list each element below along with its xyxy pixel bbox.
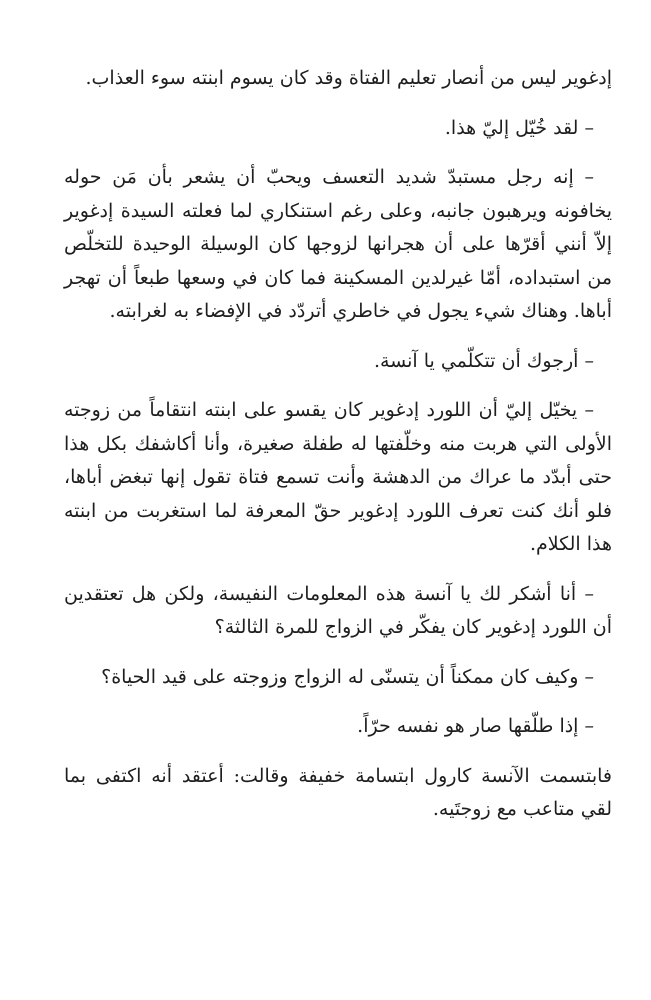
- paragraph-5: – يخيّل إليّ أن اللورد إدغوير كان يقسو على ابنته انتقاماً من زوجته الأولى التي هربت منه وخلّفتها له طفلة صغيرة، وأنا أكاشفك بكل هذا حتى أبدّد ما عراك من الدهشة وأنت تسمع فتاة تقول إنها تبغض أباها، فلو أنك كنت تعرف اللورد إدغوير حقّ المعرفة لما استغربت من ابنته هذا الكلام.: [64, 399, 612, 555]
- paragraph-7: – وكيف كان ممكناً أن يتسنّى له الزواج وزوجته على قيد الحياة؟: [101, 665, 594, 688]
- paragraph-2: – لقد خُيّل إليّ هذا.: [444, 116, 594, 139]
- page-text: [64, 62, 612, 827]
- paragraph-3: – إنه رجل مستبدّ شديد التعسف ويحبّ أن يشعر بأن مَن حوله يخافونه ويرهبون جانبه، وعلى رغم استنكاري لما فعلته السيدة إدغوير إلاّ أنني أقرّها على أن هجرانها لزوجها كان الوسيلة الوحيدة للتخلّص من استبداده، أمّا غيرلدين المسكينة فما كان في وسعها طبعاً أن تهجر أباها. وهناك شيء يجول في خاطري أتردّد في الإفضاء به لغرابته.: [64, 166, 612, 322]
- paragraph-8: – إذا طلّقها صار هو نفسه حرّاً.: [357, 715, 594, 737]
- paragraph-1: إدغوير ليس من أنصار تعليم الفتاة وقد كان يسوم ابنته سوء العذاب.: [85, 67, 612, 89]
- paragraph-4: – أرجوك أن تتكلّمي يا آنسة.: [373, 349, 594, 372]
- paragraph-9: فابتسمت الآنسة كارول ابتسامة خفيفة وقالت: أعتقد أنه اكتفى بما لقي متاعب مع زوجتَيه.: [64, 764, 612, 820]
- paragraph-6: – أنا أشكر لك يا آنسة هذه المعلومات النفيسة، ولكن هل تعتقدين أن اللورد إدغوير كان يفكّر في الزواج للمرة الثالثة؟: [64, 582, 612, 638]
